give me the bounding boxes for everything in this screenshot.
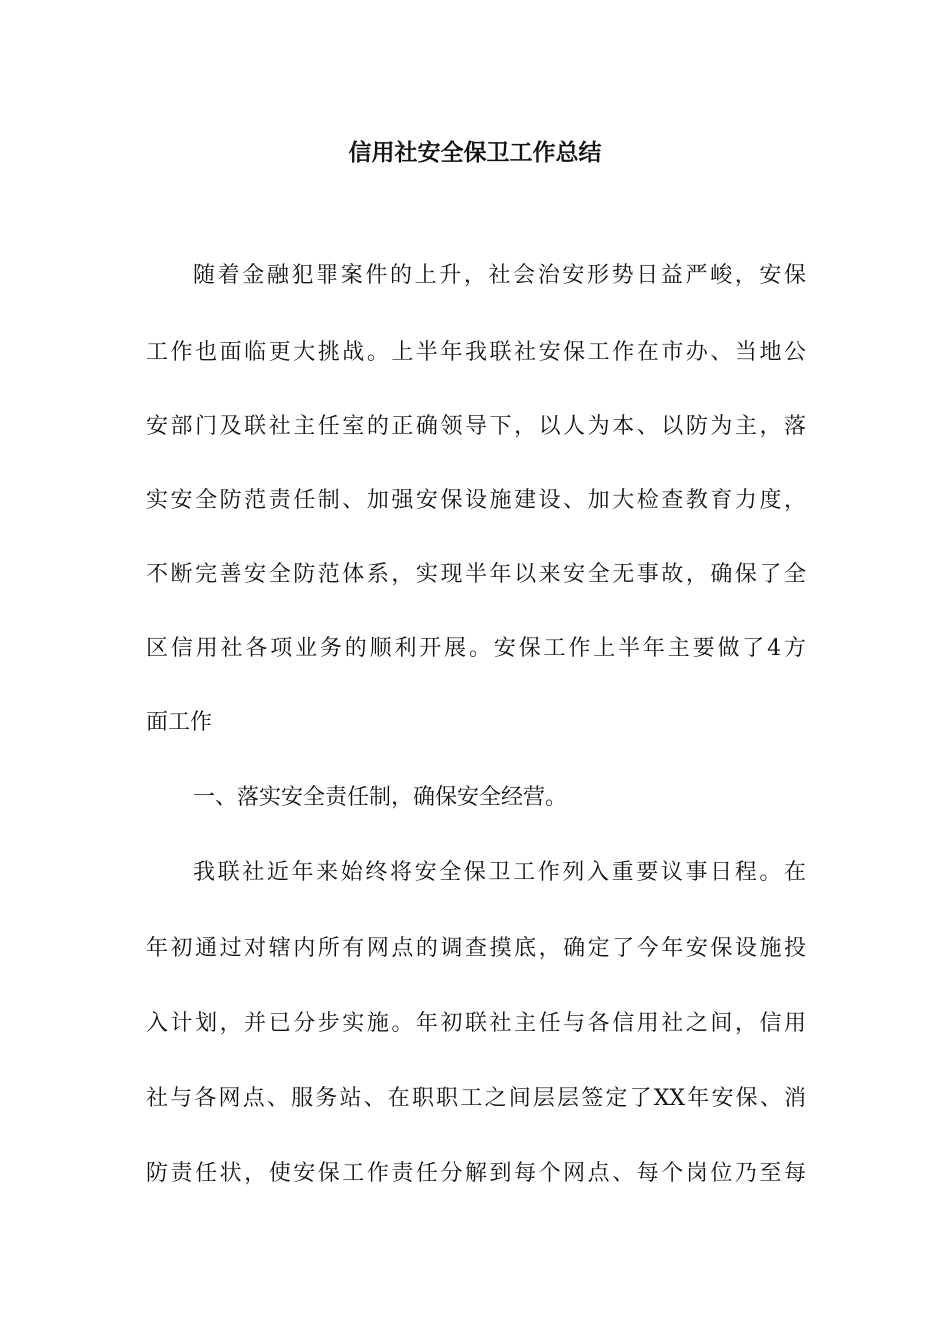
body-line: 不断完善安全防范体系，实现半年以来安全无事故，确保了全 (146, 562, 806, 587)
body-line: 社与各网点、服务站、在职职工之间层层签定了XX年安保、消 (146, 1086, 806, 1111)
body-line: 入计划，并已分步实施。年初联社主任与各信用社之间，信用 (146, 1011, 806, 1036)
section-heading: 一、落实安全责任制，确保安全经营。 (193, 785, 568, 810)
body-line: 我联社近年来始终将安全保卫工作列入重要议事日程。在 (193, 860, 806, 885)
body-line: 年初通过对辖内所有网点的调查摸底，确定了今年安保设施投 (146, 936, 806, 961)
document-title: 信用社安全保卫工作总结 (348, 140, 602, 166)
body-line: 实安全防范责任制、加强安保设施建设、加大检查教育力度， (146, 488, 806, 513)
body-line: 区信用社各项业务的顺利开展。安保工作上半年主要做了4方 (146, 636, 806, 661)
body-line: 工作也面临更大挑战。上半年我联社安保工作在市办、当地公 (146, 340, 806, 365)
body-line: 防责任状，使安保工作责任分解到每个网点、每个岗位乃至每 (146, 1161, 806, 1186)
body-line: 随着金融犯罪案件的上升，社会治安形势日益严峻，安保 (193, 263, 806, 288)
body-line: 面工作 (146, 710, 213, 735)
body-line: 安部门及联社主任室的正确领导下，以人为本、以防为主，落 (146, 414, 806, 439)
